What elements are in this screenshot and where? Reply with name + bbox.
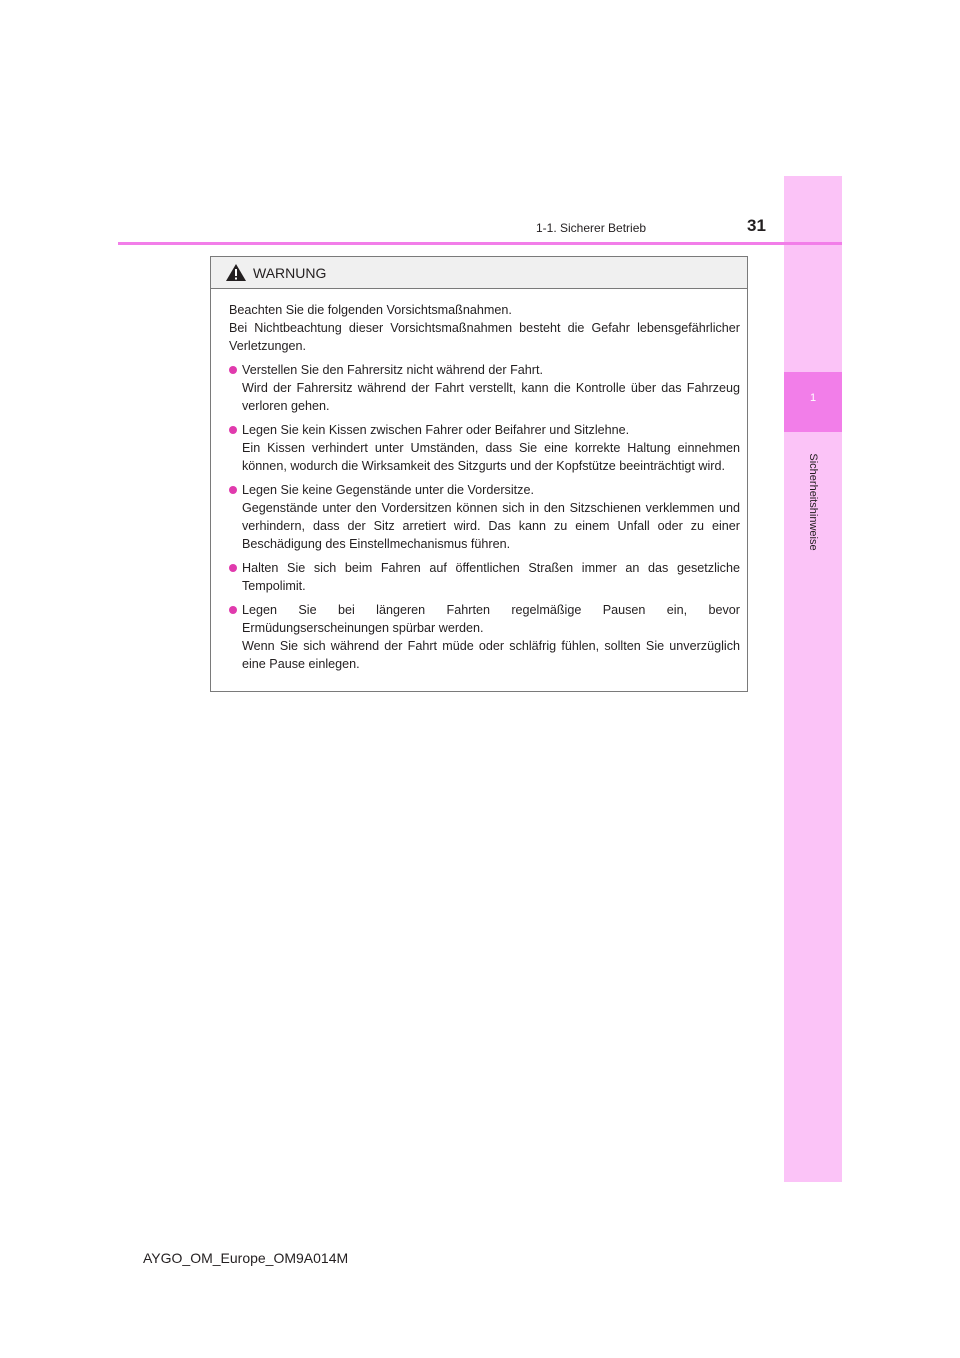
list-item xyxy=(229,601,740,673)
item-detail: Wenn Sie sich während der Fahrt müde oder schläfrig fühlen, sollten Sie unverzüglich eine Pause einlegen. xyxy=(242,639,740,671)
section-title: 1-1. Sicherer Betrieb xyxy=(536,221,647,235)
list-item xyxy=(229,421,740,475)
list-item xyxy=(229,559,740,595)
warning-icon xyxy=(225,263,247,282)
bullet-icon xyxy=(229,366,237,374)
chapter-side-tab xyxy=(784,176,842,1182)
item-lead: Halten Sie sich beim Fahren auf öffentlichen Straßen immer an das gesetzliche Tempolimit. xyxy=(242,561,740,593)
item-lead: Legen Sie kein Kissen zwischen Fahrer oder Beifahrer und Sitzlehne. xyxy=(242,423,630,437)
item-detail: Gegenstände unter den Vordersitzen können sich in den Sitzschienen verklemmen und verhindern, dass der Sitz arretiert wird. Das kann zu einem Unfall oder zu einer Beschädigung des Einstellmechanismus führen. xyxy=(242,501,740,551)
warning-header xyxy=(211,257,747,289)
item-lead: Legen Sie keine Gegenstände unter die Vordersitze. xyxy=(242,483,534,497)
document-code: AYGO_OM_Europe_OM9A014M xyxy=(143,1250,349,1266)
bullet-icon xyxy=(229,486,237,494)
chapter-title: Sicherheitshinweise xyxy=(807,453,819,551)
header-divider xyxy=(118,242,842,245)
item-lead: Verstellen Sie den Fahrersitz nicht während der Fahrt. xyxy=(242,363,544,377)
bullet-icon xyxy=(229,564,237,572)
warning-title: WARNUNG xyxy=(253,264,327,281)
chapter-number: 1 xyxy=(809,392,817,404)
item-detail: Ein Kissen verhindert unter Umständen, dass Sie eine korrekte Haltung einnehmen können, wodurch die Wirksamkeit des Sitzgurts und der Kopfstütze beeinträchtigt wird. xyxy=(242,441,740,473)
list-item xyxy=(229,481,740,553)
item-lead: Legen Sie bei längeren Fahrten regelmäßige Pausen ein, bevor Ermüdungserscheinungen spürbar werden. xyxy=(242,603,740,635)
bullet-icon xyxy=(229,606,237,614)
warning-intro: Beachten Sie die folgenden Vorsichtsmaßnahmen. xyxy=(229,303,512,317)
bullet-icon xyxy=(229,426,237,434)
warning-box xyxy=(210,256,748,692)
page-number: 31 xyxy=(747,216,766,235)
list-item xyxy=(229,361,740,415)
warning-intro-2: Bei Nichtbeachtung dieser Vorsichtsmaßnahmen besteht die Gefahr lebensgefährlicher Verletzungen. xyxy=(229,321,740,353)
item-detail: Wird der Fahrersitz während der Fahrt verstellt, kann die Kontrolle über das Fahrzeug verloren gehen. xyxy=(242,381,740,413)
warning-body xyxy=(211,289,747,673)
